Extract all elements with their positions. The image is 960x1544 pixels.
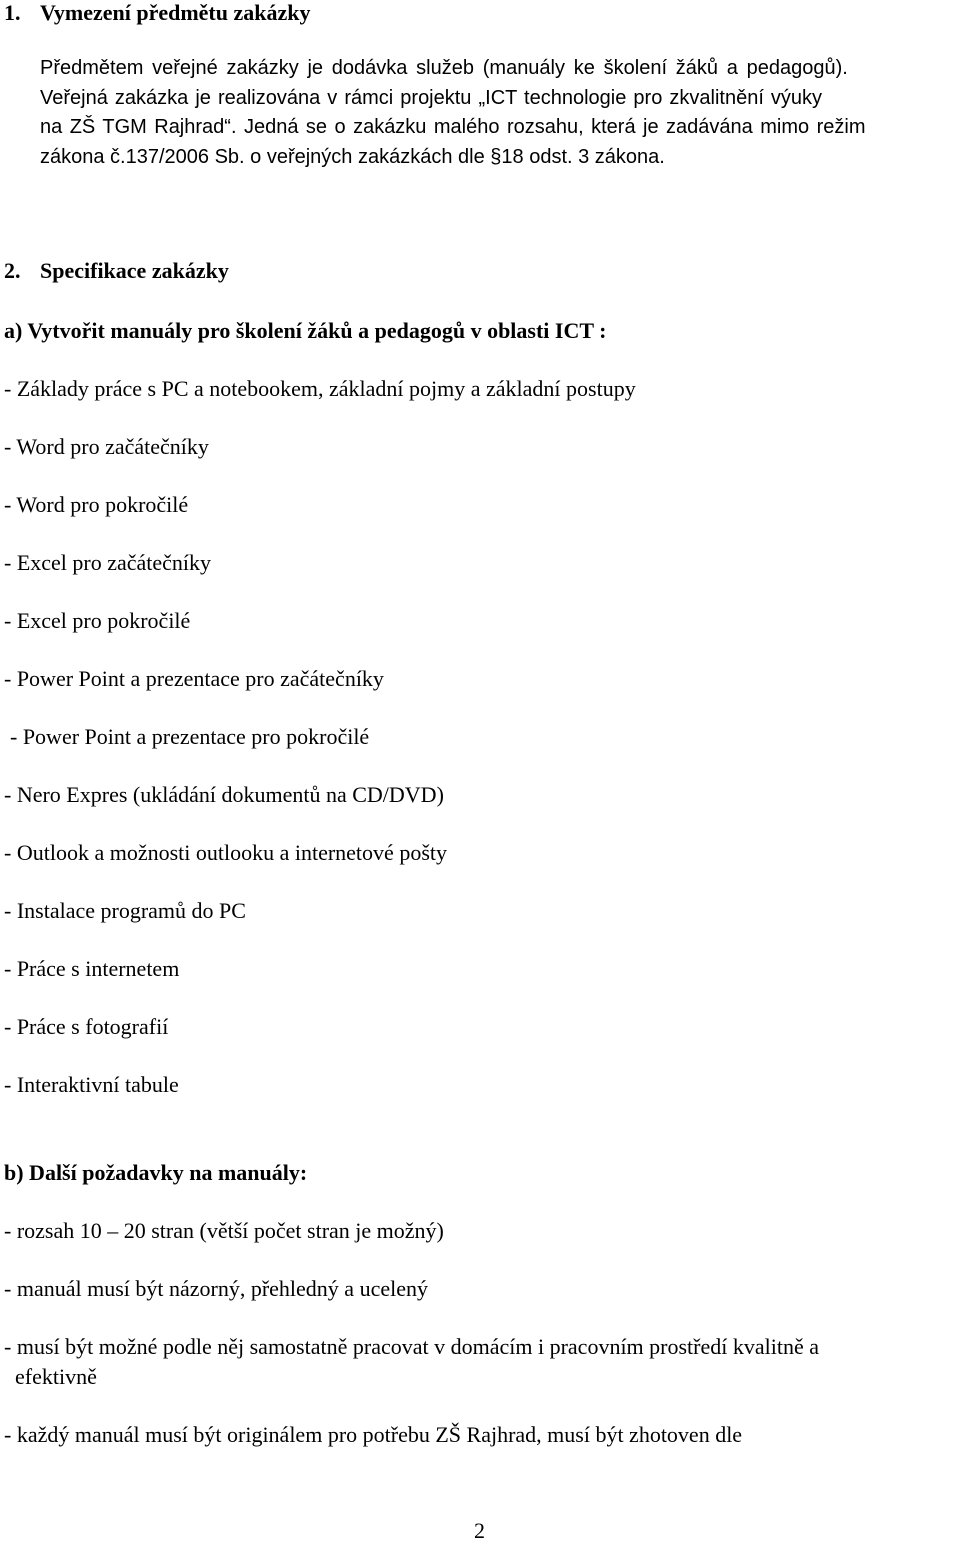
- paragraph-line: Předmětem veřejné zakázky je dodávka služeb (manuály ke školení žáků a pedagogů).: [40, 57, 848, 79]
- list-item: - Word pro začátečníky: [4, 434, 209, 459]
- list-item: - Power Point a prezentace pro začátečníky: [4, 666, 384, 691]
- list-item: - Základy práce s PC a notebookem, základní pojmy a základní postupy: [4, 376, 636, 401]
- list-item: - musí být možné podle něj samostatně pracovat v domácím i pracovním prostředí kvalitně a: [4, 1334, 819, 1359]
- list-item: - Práce s fotografií: [4, 1014, 169, 1039]
- list-item: - Outlook a možnosti outlooku a internetové pošty: [4, 840, 447, 865]
- list-item: - rozsah 10 – 20 stran (větší počet stran je možný): [4, 1218, 444, 1243]
- page-number: 2: [474, 1518, 485, 1543]
- list-item: - Word pro pokročilé: [4, 492, 189, 517]
- list-item: - manuál musí být názorný, přehledný a ucelený: [4, 1276, 428, 1301]
- section-2-heading: [4, 258, 229, 284]
- list-item: - Práce s internetem: [4, 956, 180, 981]
- paragraph-line: Veřejná zakázka je realizována v rámci projektu „ICT technologie pro zkvalitnění výuky: [40, 86, 823, 109]
- list-item: - Nero Expres (ukládání dokumentů na CD/DVD): [4, 782, 444, 807]
- list-item: - každý manuál musí být originálem pro potřebu ZŠ Rajhrad, musí být zhotoven dle: [4, 1422, 743, 1447]
- section-1-paragraph: [40, 54, 960, 172]
- list-item: - Excel pro začátečníky: [4, 550, 212, 575]
- list-item: - Instalace programů do PC: [4, 898, 246, 923]
- list-item: - Interaktivní tabule: [4, 1072, 179, 1097]
- section-2-number: 2.: [4, 258, 21, 283]
- paragraph-line: na ZŠ TGM Rajhrad“. Jedná se o zakázku malého rozsahu, která je zadávána mimo režim: [40, 116, 866, 138]
- list-item-continuation: efektivně: [15, 1364, 97, 1389]
- list-item: - Excel pro pokročilé: [4, 608, 191, 633]
- subheading-a: a) Vytvořit manuály pro školení žáků a pedagogů v oblasti ICT :: [4, 318, 607, 343]
- list-item: - Power Point a prezentace pro pokročilé: [10, 724, 370, 749]
- section-1-title: Vymezení předmětu zakázky: [40, 0, 311, 25]
- subheading-b: b) Další požadavky na manuály:: [4, 1160, 308, 1185]
- section-2-title: Specifikace zakázky: [40, 258, 229, 283]
- paragraph-line: zákona č.137/2006 Sb. o veřejných zakázkách dle §18 odst. 3 zákona.: [40, 145, 665, 168]
- section-1-heading: [4, 0, 311, 26]
- section-1-number: 1.: [4, 0, 21, 25]
